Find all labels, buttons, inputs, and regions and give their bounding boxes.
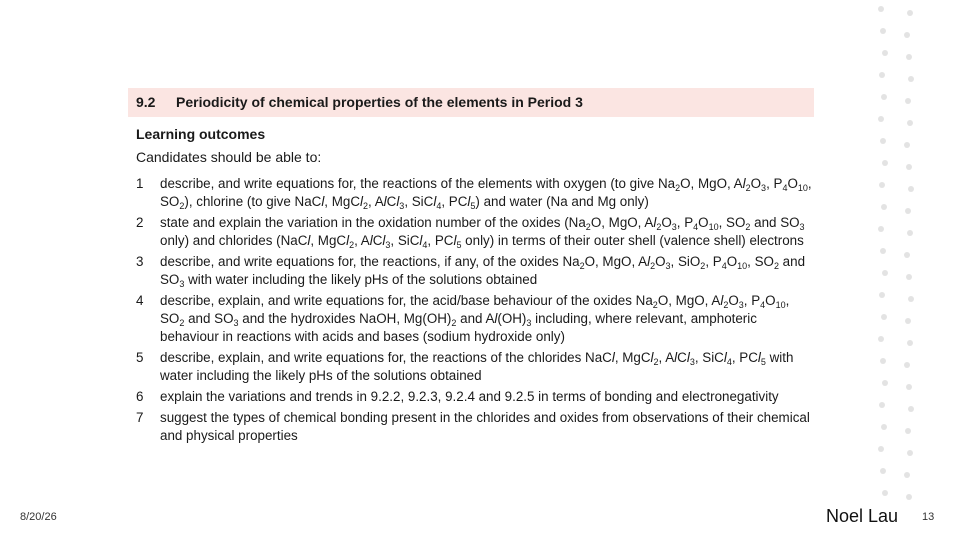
decorative-dot <box>904 32 910 38</box>
slide-date: 8/20/26 <box>20 511 57 523</box>
decorative-dot <box>880 468 886 474</box>
decorative-dot <box>881 204 887 210</box>
learning-outcome-item <box>136 292 816 346</box>
decorative-dot <box>881 94 887 100</box>
outcome-number: 4 <box>136 293 144 308</box>
decorative-dot <box>879 402 885 408</box>
outcome-text: describe, and write equations for, the reactions of the elements with oxygen (to give $Na_2O$, MgO, $Al_2O_3$, $P_4O_{10}$, $SO_2$), chlorine (to give NaCl, MgCl$_2$, AlCl$_3$, SiCl$_4$, PCl$_5$) and water (Na and Mg only) <box>160 176 812 211</box>
decorative-dot <box>904 472 910 478</box>
decorative-dot <box>908 296 914 302</box>
decorative-dot <box>879 292 885 298</box>
decorative-dot <box>905 208 911 214</box>
decorative-dot <box>878 336 884 342</box>
slide-number: 13 <box>922 511 935 523</box>
decorative-dot <box>880 248 886 254</box>
outcome-number: 3 <box>136 254 144 269</box>
learning-outcomes-heading: Learning outcomes <box>136 126 266 142</box>
decorative-dot <box>905 318 911 324</box>
decorative-dot <box>879 72 885 78</box>
learning-outcome-item <box>136 349 816 385</box>
decorative-dot <box>906 164 912 170</box>
decorative-dot <box>882 270 888 276</box>
outcome-text: describe, explain, and write equations for, the reactions of the chlorides NaCl, MgCl$_2$, AlCl$_3$, SiCl$_4$, PCl$_5$ with water including the likely pHs of the solutions obtained <box>160 350 794 383</box>
decorative-dot <box>882 50 888 56</box>
decorative-dot <box>878 6 884 12</box>
decorative-dot <box>906 384 912 390</box>
outcome-text: describe, and write equations for, the reactions, if any, of the oxides $Na_2O$, MgO, $Al_2O_3$, SiO$_2$, $P_4O_{10}$, $SO_2$ and $SO_3$ with water including the likely pHs of the solutions obtained <box>160 254 806 289</box>
decorative-dot <box>905 98 911 104</box>
outcome-number: 1 <box>136 176 144 191</box>
decorative-dot <box>904 142 910 148</box>
decorative-dot <box>881 314 887 320</box>
outcome-text: suggest the types of chemical bonding present in the chlorides and oxides from observations of their chemical and physical properties <box>160 410 810 443</box>
decorative-dot <box>908 76 914 82</box>
section-header-bar <box>128 88 814 117</box>
decorative-dot <box>906 274 912 280</box>
outcome-number: 7 <box>136 410 144 425</box>
decorative-dot <box>878 116 884 122</box>
decorative-dot <box>880 138 886 144</box>
outcome-text: describe, explain, and write equations for, the acid/base behaviour of the oxides $Na_2O$, MgO, $Al_2O_3$, $P_4O_{10}$, $SO_2$ and $SO_3$ and the hydroxides NaOH, $Mg(OH)_2$ and $Al(OH)_3$ including, where relevant, amphoteric behaviour in reactions with acids and bases (sodium hydroxide only) <box>160 293 790 344</box>
learning-outcome-item <box>136 214 816 250</box>
outcome-number: 5 <box>136 350 144 365</box>
decorative-dot <box>907 120 913 126</box>
learning-outcome-item <box>136 253 816 289</box>
decorative-dot <box>882 160 888 166</box>
decorative-dot <box>904 252 910 258</box>
section-title: Periodicity of chemical properties of the elements in Period 3 <box>176 94 583 110</box>
decorative-dot <box>882 380 888 386</box>
learning-outcomes-intro: Candidates should be able to: <box>136 149 322 165</box>
outcome-number: 2 <box>136 215 144 230</box>
decorative-dot <box>907 340 913 346</box>
decorative-dot <box>907 230 913 236</box>
decorative-dot <box>878 446 884 452</box>
decorative-dot <box>878 226 884 232</box>
decorative-dot <box>879 182 885 188</box>
learning-outcome-item <box>136 388 816 406</box>
learning-outcome-item <box>136 175 816 211</box>
outcome-text: explain the variations and trends in 9.2.2, 9.2.3, 9.2.4 and 9.2.5 in terms of bonding and electronegativity <box>160 389 779 404</box>
decorative-dot <box>908 406 914 412</box>
outcome-text: state and explain the variation in the oxidation number of the oxides ($Na_2O$, MgO, $Al_2O_3$, $P_4O_{10}$, $SO_2$ and $SO_3$ only) and chlorides (NaCl, MgCl$_2$, AlCl$_3$, SiCl$_4$, PCl$_5$ only) in terms of their outer shell (valence shell) electrons <box>160 215 805 250</box>
decorative-dot <box>881 424 887 430</box>
decorative-dot-pattern <box>872 0 922 540</box>
decorative-dot <box>905 428 911 434</box>
learning-outcomes-list <box>136 175 816 448</box>
decorative-dot <box>906 494 912 500</box>
decorative-dot <box>907 10 913 16</box>
decorative-dot <box>882 490 888 496</box>
decorative-dot <box>880 28 886 34</box>
author-name: Noel Lau <box>826 506 899 526</box>
section-number: 9.2 <box>136 94 156 110</box>
decorative-dot <box>907 450 913 456</box>
outcome-number: 6 <box>136 389 144 404</box>
decorative-dot <box>904 362 910 368</box>
decorative-dot <box>906 54 912 60</box>
learning-outcome-item <box>136 409 816 445</box>
decorative-dot <box>908 186 914 192</box>
decorative-dot <box>880 358 886 364</box>
